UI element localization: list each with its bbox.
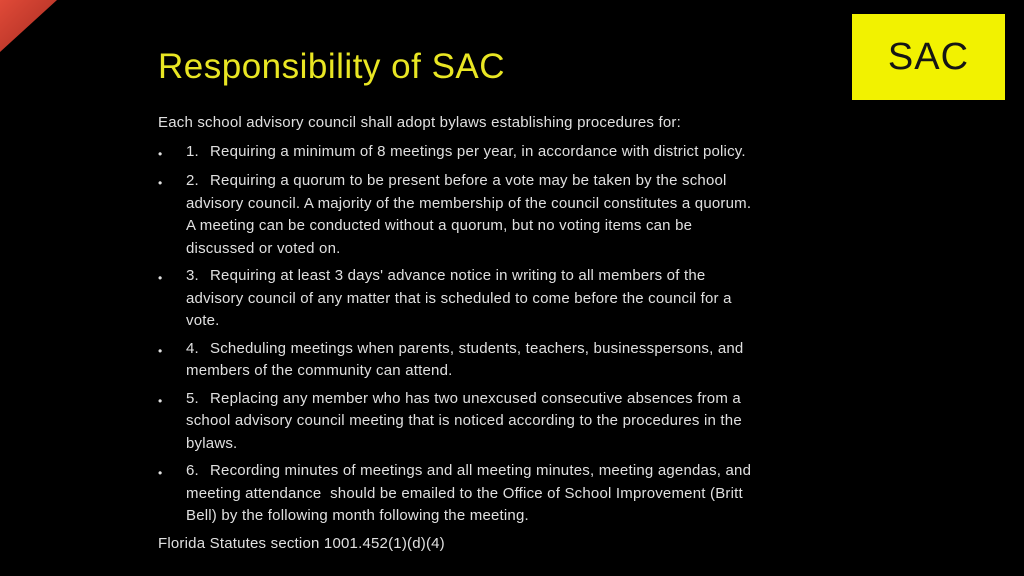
corner-fold-icon — [0, 0, 57, 52]
bullet-icon: • — [158, 343, 163, 358]
list-item — [158, 265, 762, 333]
bullet-text: Requiring a minimum of 8 meetings per year, in accordance with district policy. — [210, 142, 746, 160]
bullet-number: 5. — [186, 389, 199, 407]
bullet-text: Recording minutes of meetings and all meeting minutes, meeting agendas, and meeting attendance should be emailed to the Office of School Improvement (Britt Bell) by the following month following the meeting. — [186, 462, 760, 524]
slide-title: Responsibility of SAC — [158, 47, 506, 86]
intro-text: Each school advisory council shall adopt bylaws establishing procedures for: — [158, 114, 681, 131]
bullet-icon: • — [158, 176, 163, 190]
bullet-text: Requiring a quorum to be present before a vote may be taken by the school advisory council. A majority of the membership of the council constitutes a quorum. A meeting can be conducted without a quorum, but no voting items can be discussed or voted on. — [186, 172, 755, 257]
statute-reference: Florida Statutes section 1001.452(1)(d)(4) — [158, 534, 445, 552]
bullet-number: 2. — [186, 172, 199, 189]
list-item — [158, 141, 762, 166]
bullet-list — [158, 141, 762, 528]
bullet-number: 3. — [186, 267, 199, 284]
list-item — [158, 388, 762, 456]
sac-badge — [852, 14, 1005, 100]
list-item — [158, 460, 762, 528]
bullet-number: 4. — [186, 339, 199, 357]
bullet-text: Requiring at least 3 days' advance notice in writing to all members of the advisory council of any matter that is scheduled to come before the council for a vote. — [186, 267, 737, 329]
bullet-icon: • — [158, 146, 163, 161]
bullet-text: Scheduling meetings when parents, students, teachers, businesspersons, and members of the community can attend. — [186, 339, 748, 379]
sac-badge-label: SAC — [887, 36, 970, 78]
bullet-number: 6. — [186, 462, 199, 479]
bullet-number: 1. — [186, 142, 199, 160]
list-item — [158, 338, 762, 383]
bullet-icon: • — [158, 466, 163, 480]
list-item — [158, 170, 762, 260]
bullet-icon: • — [158, 271, 163, 285]
bullet-icon: • — [158, 393, 163, 408]
bullet-text: Replacing any member who has two unexcused consecutive absences from a school advisory council meeting that is noticed according to the procedures in the bylaws. — [186, 389, 747, 452]
